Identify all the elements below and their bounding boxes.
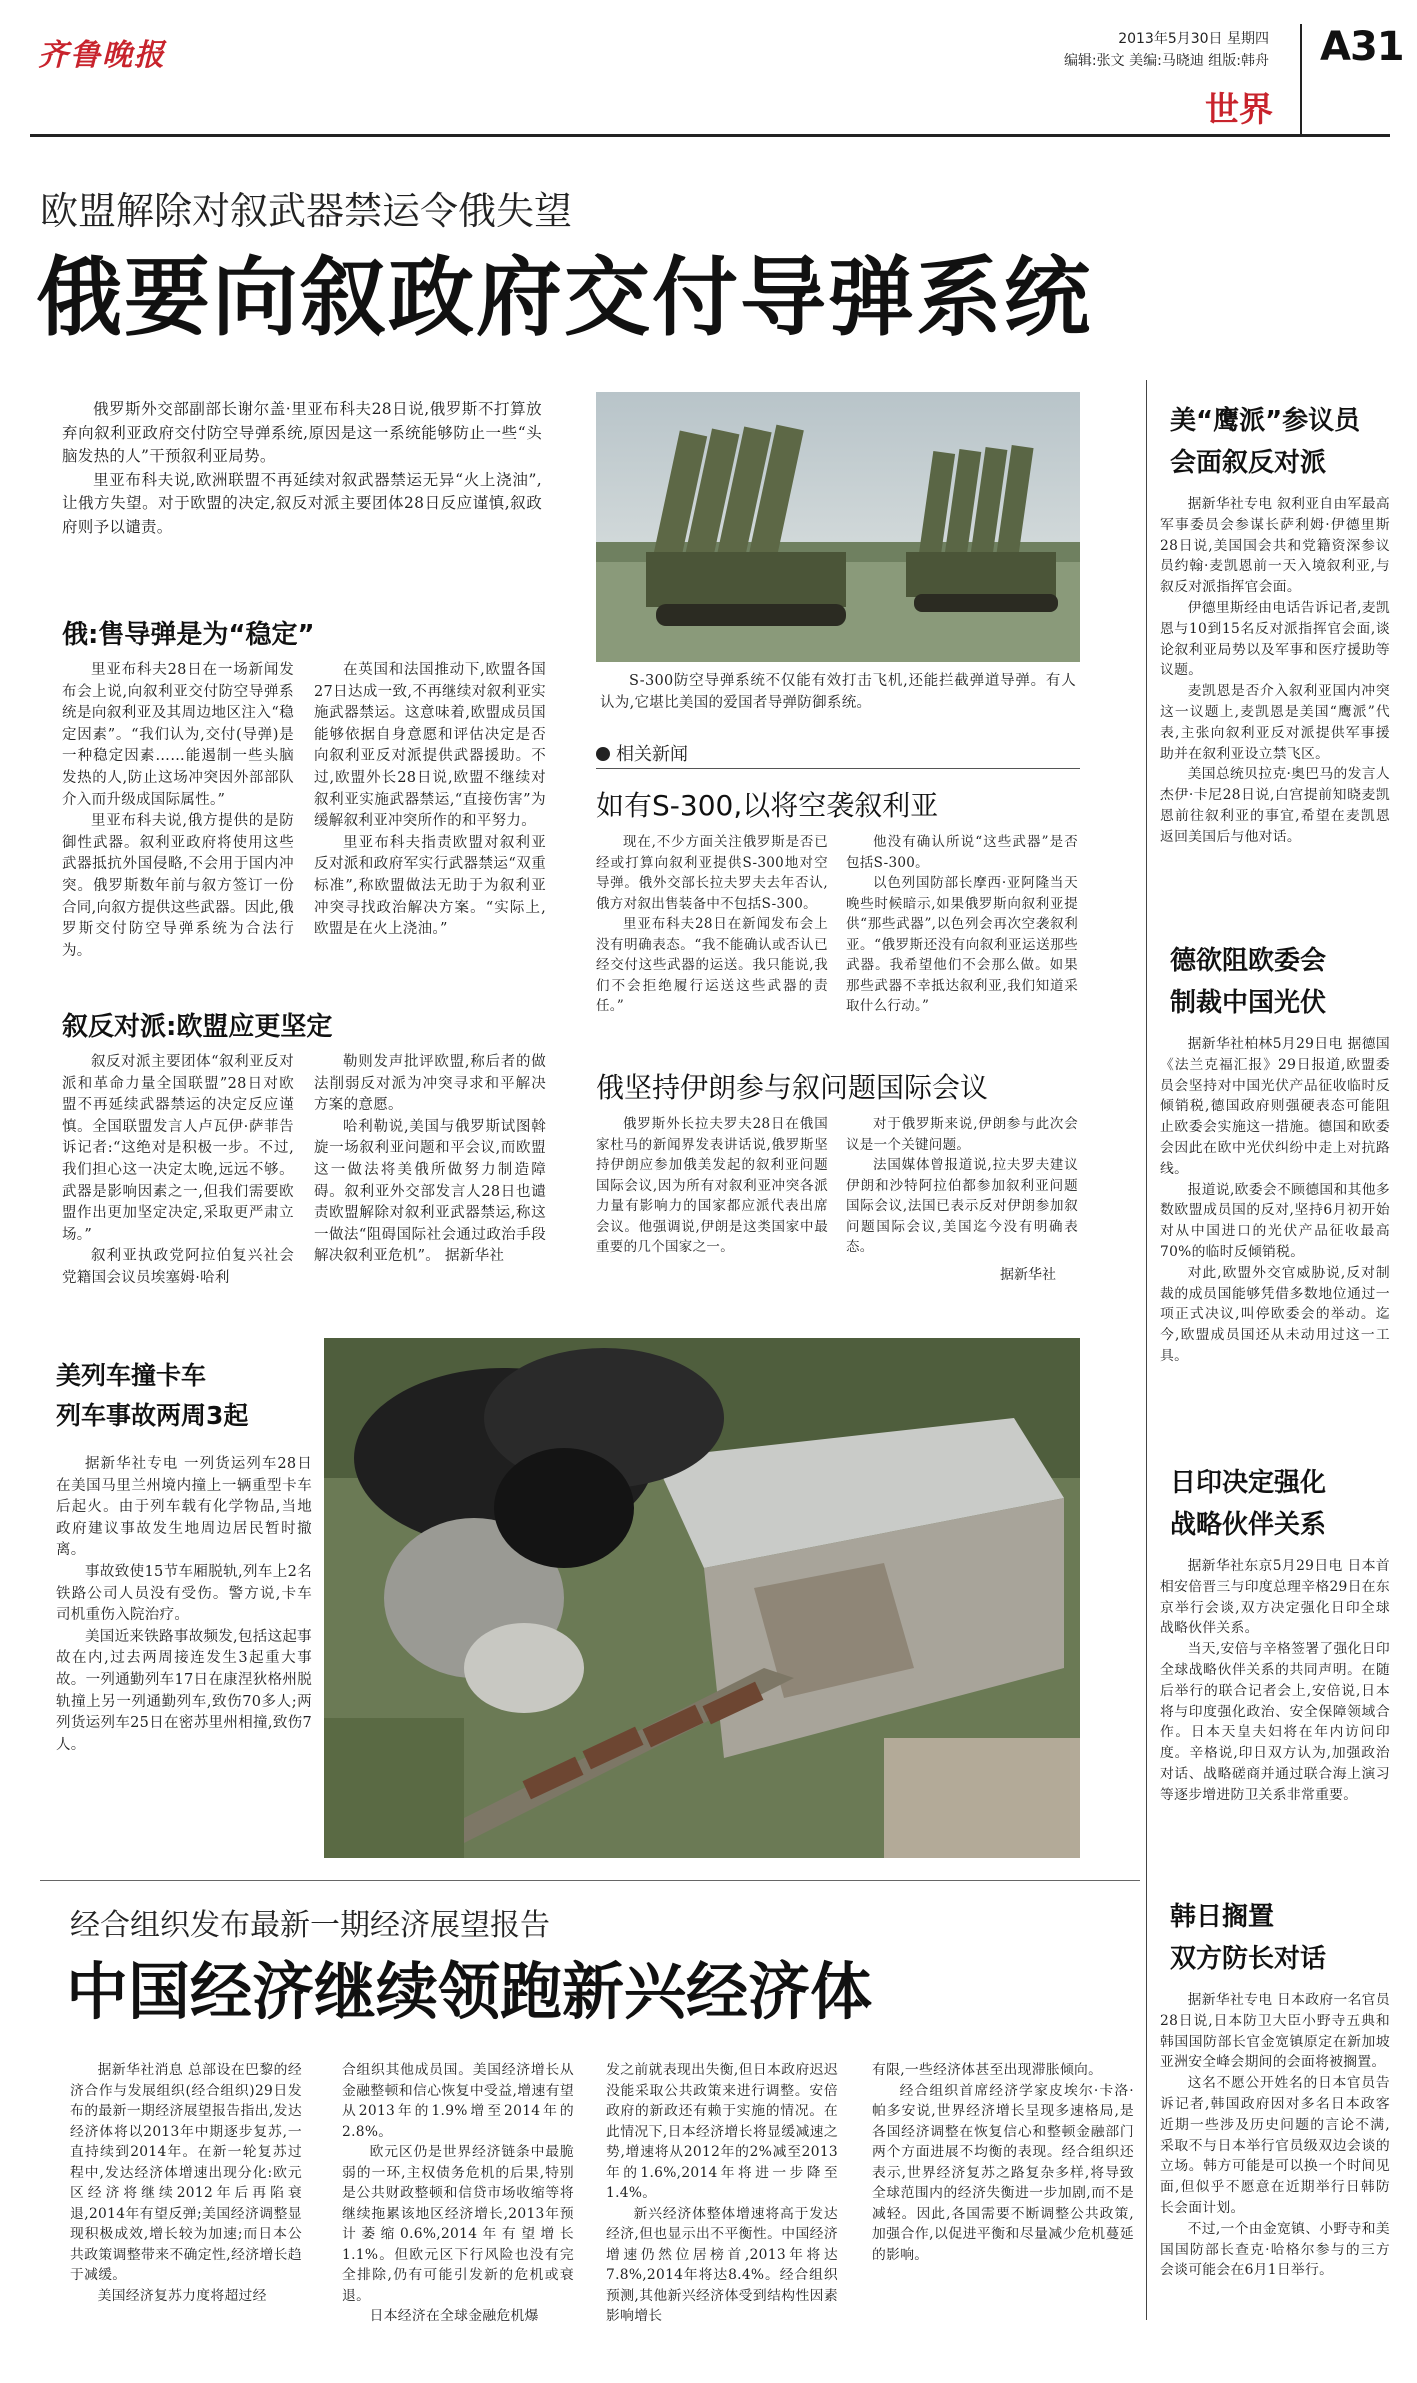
econ-headline: 中国经济继续领跑新兴经济体 [66, 1955, 873, 2028]
section2-col1: 叙反对派主要团体“叙利亚反对派和革命力量全国联盟”28日对欧盟不再延续武器禁运的决定反应谨慎。全国联盟发言人卢瓦伊·萨菲告诉记者:“这绝对是积极一步。不过,我们担心这一决定太晚,远远不够。武器是影响因素之一,但我们需要欧盟作出更加坚定决定,采取更严肃立场。” 叙利亚执政党阿拉伯复兴社会党籍国会议员埃塞姆·哈利 [62, 1054, 294, 1286]
related-credit: 据新华社 [1000, 1267, 1056, 1283]
sidebar-2-title: 德欲阻欧委会 制裁中国光伏 [1170, 946, 1327, 1018]
related-icon [596, 747, 610, 761]
related-story1-title: 如有S-300,以将空袭叙利亚 [596, 789, 939, 822]
masthead-rule [30, 134, 1390, 137]
econ-kicker: 经合组织发布最新一期经济展望报告 [70, 1908, 550, 1943]
sidebar-divider [1146, 380, 1147, 2320]
econ-rule [40, 1880, 1140, 1881]
sidebar-1-title: 美“鹰派”参议员 会面叙反对派 [1170, 406, 1361, 478]
masthead-divider [1300, 24, 1302, 134]
sidebar-4-body: 据新华社专电 日本政府一名官员28日说,日本防卫大臣小野寺五典和韩国国防部长官金宽镇原定在新加坡亚洲安全峰会期间的会面将被搁置。 这名不愿公开姓名的日本官员告诉记者,韩国政府因对多名日本政客近期一些涉及历史问题的言论不满,采取不与日本举行官员级双边会谈的立场。韩方可能是可以换一个时间见面,但似乎不愿意在近期举行日韩防长会面计划。 不过,一个由金宽镇、小野寺和美国国防部长查克·哈格尔参与的三方会谈可能会在6月1日举行。 [1160, 1992, 1390, 2279]
paper-logo: 齐鲁晚报 [38, 38, 166, 73]
related-story1-col2: 他没有确认所说“这些武器”是否包括S-300。 以色列国防部长摩西·亚阿隆当天晚些时候暗示,如果俄罗斯向叙利亚提供“那些武器”,以色列会再次空袭叙利亚。“俄罗斯还没有向叙利亚运送那些武器。我希望他们不会那么做。如果那些武器不幸抵达叙利亚,我们知道采取什么行动。” [846, 834, 1078, 1014]
section1-col1: 里亚布科夫28日在一场新闻发布会上说,向叙利亚交付防空导弹系统是向叙利亚及其周边地区注入“稳定因素”。“我们认为,交付(导弹)是一种稳定因素……能遏制一些头脑发热的人,防止这场冲突因外部部队介入而升级成国际属性。” 里亚布科夫说,俄方提供的是防御性武器。叙利亚政府将使用这些武器抵抗外国侵略,不会用于国内冲突。俄罗斯数年前与叙方签订一份合同,向叙方提供这些武器。因此,俄罗斯交付防空导弹系统为合法行为。 [62, 662, 294, 959]
related-story1-col1: 现在,不少方面关注俄罗斯是否已经或打算向叙利亚提供S-300地对空导弹。俄外交部长拉夫罗夫去年否认,俄方对叙出售装备中不包括S-300。 里亚布科夫28日在新闻发布会上没有明确表态。“我不能确认或否认已经交付这些武器的运送。我只能说,我们不会拒绝履行运送这些武器的责任。” [596, 834, 828, 1014]
section1-title: 俄:售导弹是为“稳定” [62, 620, 315, 650]
section-label: 世界 [1205, 90, 1273, 130]
section2-title: 叙反对派:欧盟应更坚定 [62, 1012, 333, 1042]
sidebar-story-3 [1160, 1462, 1390, 1806]
lead-intro: 俄罗斯外交部副部长谢尔盖·里亚布科夫28日说,俄罗斯不打算放弃向叙利亚政府交付防空导弹系统,原因是这一系统能够防止一些“头脑发热的人”干预叙利亚局势。 里亚布科夫说,欧洲联盟不再延续对叙武器禁运无异“火上浇油”,让俄方失望。对于欧盟的决定,叙反对派主要团体28日反应谨慎,叙政府则予以谴责。 [62, 400, 542, 536]
related-story2-col2: 对于俄罗斯来说,伊朗参与此次会议是一个关键问题。 法国媒体曾报道说,拉夫罗夫建议伊朗和沙特阿拉伯都参加叙利亚问题国际会议,法国已表示反对伊朗参加叙问题国际会议,美国迄今没有明确表态。 [846, 1116, 1078, 1255]
related-label: 相关新闻 [596, 740, 688, 766]
rail-story-title [56, 1356, 320, 1436]
sidebar-4-title: 韩日搁置 双方防长对话 [1170, 1902, 1327, 1974]
econ-col1: 据新华社消息 总部设在巴黎的经济合作与发展组织(经合组织)29日发布的最新一期经济展望报告指出,发达经济体将以2013年中期逐步复苏,一直持续到2014年。在新一轮复苏过程中,发达经济体增速出现分化:欧元区经济将继续2012年后再陷衰退,2014年有望反弹;美国经济调整显现积极成效,增长较为加速;而日本公共政策调整带来不确定性,经济增长趋于减缓。 美国经济复苏力度将超过经 [70, 2062, 302, 2304]
econ-col2: 合组织其他成员国。美国经济增长从金融整顿和信心恢复中受益,增速有望从2013年的1.9%增至2014年的2.8%。 欧元区仍是世界经济链条中最脆弱的一环,主权债务危机的后果,特别是公共财政整顿和信贷市场收缩等将继续拖累该地区经济增长,2013年预计萎缩0.6%,2014年有望增长1.1%。但欧元区下行风险也没有完全排除,仍有可能引发新的危机或衰退。 日本经济在全球金融危机爆 [342, 2062, 574, 2324]
sidebar-1-body: 据新华社专电 叙利亚自由军最高军事委员会参谋长萨利姆·伊德里斯28日说,美国国会共和党籍资深参议员约翰·麦凯恩前一天入境叙利亚,与叙反对派指挥官会面。 伊德里斯经由电话告诉记者,麦凯恩与10到15名反对派指挥官会面,谈论叙利亚局势以及军事和医疗援助等议题。 麦凯恩是否介入叙利亚国内冲突这一议题上,麦凯恩是美国“鹰派”代表,主张向叙利亚反对派提供军事援助并在叙利亚设立禁飞区。 美国总统贝拉克·奥巴马的发言人杰伊·卡尼28日说,白宫提前知晓麦凯恩前往叙利亚的事宜,希望在麦凯恩返回美国后与他对话。 [1160, 496, 1390, 845]
sidebar-story-1 [1160, 400, 1390, 848]
staff-line: 编辑:张文 美编:马晓迪 组版:韩舟 [1063, 53, 1269, 69]
rail-story-box [40, 1340, 320, 1860]
rail-title-line2: 列车事故两周3起 [56, 1401, 249, 1430]
photo-caption: S-300防空导弹系统不仅能有效打击飞机,还能拦截弹道导弹。有人认为,它堪比美国的爱国者导弹防御系统。 [600, 673, 1076, 711]
rail-title-line1: 美列车撞卡车 [56, 1361, 207, 1390]
sidebar-3-body: 据新华社东京5月29日电 日本首相安倍晋三与印度总理辛格29日在东京举行会谈,双方决定强化日印全球战略伙伴关系。 当天,安倍与辛格签署了强化日印全球战略伙伴关系的共同声明。在随后举行的联合记者会上,安倍说,日本将与印度强化政治、安全保障领域合作。日本天皇夫妇将在年内访问印度。辛格说,印日双方认为,加强政治对话、战略磋商并通过联合海上演习等逐步增进防卫关系非常重要。 [1160, 1558, 1390, 1803]
sidebar-2-body: 据新华社柏林5月29日电 据德国《法兰克福汇报》29日报道,欧盟委员会坚持对中国光伏产品征收临时反倾销税,德国政府则强硬表态可能阻止欧委会实施这一措施。德国和欧委会因此在欧中光伏纠纷中走上对抗路线。 报道说,欧委会不顾德国和其他多数欧盟成员国的反对,坚持6月初开始对从中国进口的光伏产品征收最高70%的临时反倾销税。 对此,欧盟外交官威胁说,反对制裁的成员国能够凭借多数地位通过一项正式决议,叫停欧委会的举动。迄今,欧盟成员国还从未动用过这一工具。 [1160, 1036, 1390, 1364]
sidebar-story-4 [1160, 1896, 1390, 2281]
page-number: A31 [1320, 24, 1404, 70]
sidebar-3-title: 日印决定强化 战略伙伴关系 [1170, 1468, 1327, 1540]
econ-col3: 发之前就表现出失衡,但日本政府迟迟没能采取公共政策来进行调整。安倍政府的新政还有赖于实施的情况。在此情况下,日本经济增长将显缓减速之势,增速将从2012年的2%减至2013年的1.6%,2014年将进一步降至1.4%。 新兴经济体整体增速将高于发达经济,但也显示出不平衡性。中国经济增速仍然位居榜首,2013年将达7.8%,2014年将达8.4%。经合组织预测,其他新兴经济体受到结构性因素影响增长 [606, 2062, 838, 2324]
related-story2-title: 俄坚持伊朗参与叙问题国际会议 [596, 1071, 989, 1104]
related-rule [596, 768, 1080, 769]
sidebar-story-2 [1160, 940, 1390, 1367]
rail-story-body: 据新华社专电 一列货运列车28日在美国马里兰州境内撞上一辆重型卡车后起火。由于列车载有化学物品,当地政府建议事故发生地周边居民暂时撤离。 事故致使15节车厢脱轨,列车上2名铁路公司人员没有受伤。警方说,卡车司机重伤入院治疗。 美国近来铁路事故频发,包括这起事故在内,过去两周接连发生3起重大事故。一列通勤列车17日在康涅狄格州脱轨撞上另一列通勤列车,致伤70多人;两列货运列车25日在密苏里州相撞,致伤7人。 [56, 1456, 312, 1753]
missile-photo [596, 392, 1080, 662]
rail-crash-photo [324, 1338, 1080, 1858]
lead-headline: 俄要向叙政府交付导弹系统 [36, 248, 1092, 348]
section1-col2: 在英国和法国推动下,欧盟各国27日达成一致,不再继续对叙利亚实施武器禁运。这意味着,欧盟成员国能够依据自身意愿和评估决定是否向叙利亚反对派提供武器援助。不过,欧盟外长28日说,欧盟不继续对叙利亚实施武器禁运,“直接伤害”为缓解叙利亚冲突所作的和平努力。 里亚布科夫指责欧盟对叙利亚反对派和政府军实行武器禁运“双重标准”,称欧盟做法无助于为叙利亚冲突寻找政治解决方案。“实际上,欧盟是在火上浇油。” [314, 662, 546, 938]
lead-kicker: 欧盟解除对叙武器禁运令俄失望 [40, 189, 573, 233]
section2-col2: 勒则发声批评欧盟,称后者的做法削弱反对派为冲突寻求和平解决方案的意愿。 哈利勒说,美国与俄罗斯试图斡旋一场叙利亚问题和平会议,而欧盟这一做法将美俄所做努力制造障碍。叙利亚外交部发言人28日也谴责欧盟解除对叙利亚武器禁运,称这一做法“阻碍国际社会通过政治手段解决叙利亚危机”。 据新华社 [314, 1054, 546, 1265]
related-story2-col1: 俄罗斯外长拉夫罗夫28日在俄国家杜马的新闻界发表讲话说,俄罗斯坚持伊朗应参加俄美发起的叙利亚问题国际会议,因为所有对叙利亚冲突各派力量有影响力的国家都应派代表出席会议。他强调说,伊朗是这类国家中最重要的几个国家之一。 [596, 1116, 828, 1255]
econ-col4: 有限,一些经济体甚至出现滞胀倾向。 经合组织首席经济学家皮埃尔·卡洛·帕多安说,世界经济增长呈现多速格局,是各国经济调整在恢复信心和整顿金融部门两个方面进展不均衡的表现。经合组织还表示,世界经济复苏之路复杂多样,将导致全球范围内的经济失衡进一步加剧,而不是减轻。因此,各国需要不断调整公共政策,加强合作,以促进平衡和尽量减少危机蔓延的影响。 [872, 2062, 1134, 2263]
date-line: 2013年5月30日 星期四 [1118, 31, 1269, 47]
